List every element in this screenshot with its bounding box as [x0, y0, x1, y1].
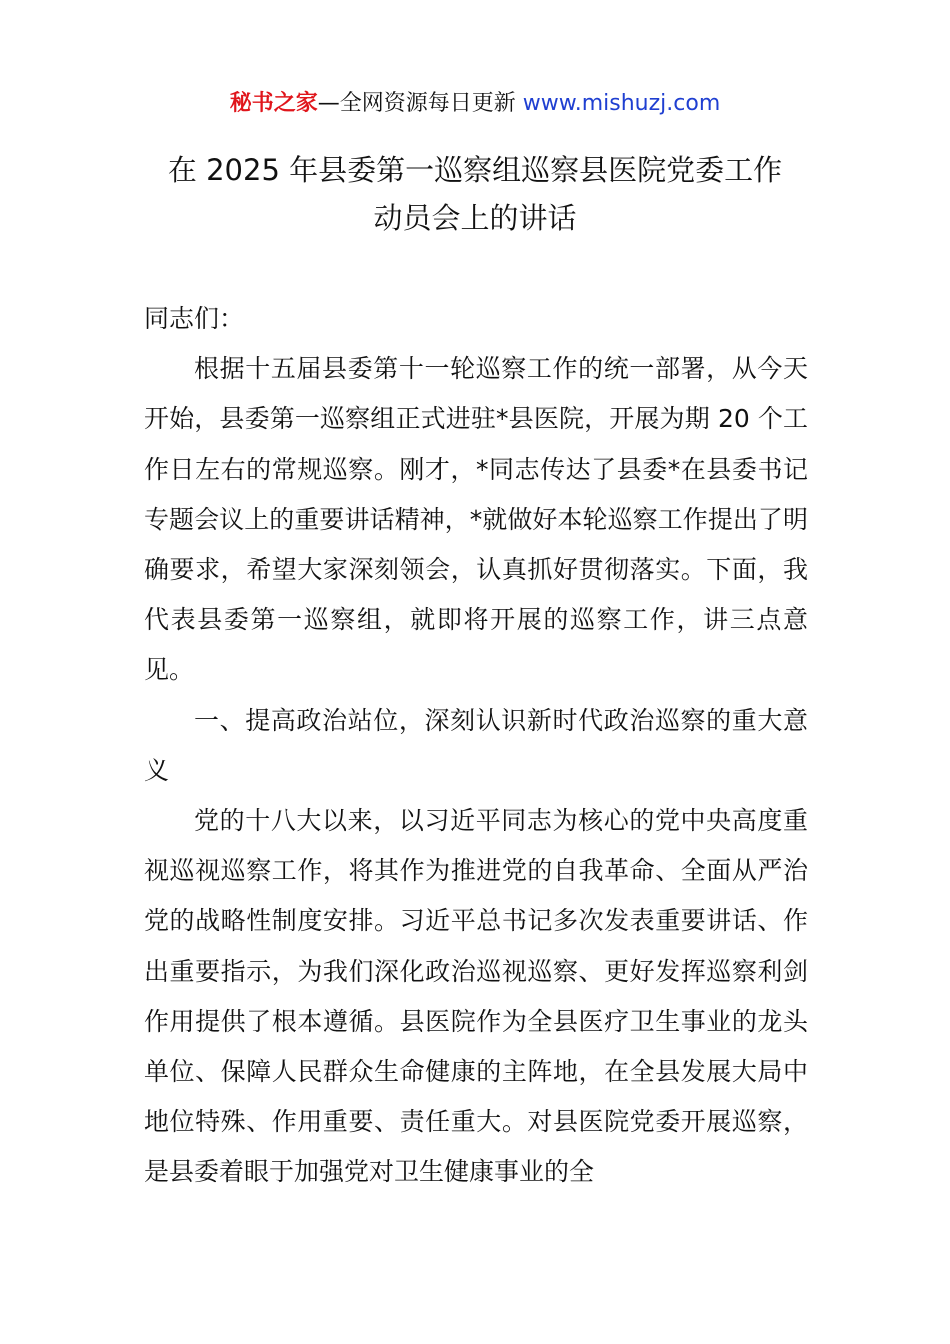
site-url-link[interactable]: www.mishuzj.com	[522, 91, 721, 116]
title-line-1: 在 2025 年县委第一巡察组巡察县医院党委工作	[167, 153, 783, 187]
section-paragraph-1: 党的十八大以来，以习近平同志为核心的党中央高度重视巡视巡察工作，将其作为推进党的自我革命、全面从严治党的战略性制度安排。习近平总书记多次发表重要讲话、作出重要指示，为我们深化政治巡视巡察、更好发挥巡察利剑作用提供了根本遵循。县医院作为全县医疗卫生事业的龙头单位、保障人民群众生命健康的主阵地，在全县发展大局中地位特殊、作用重要、责任重大。对县医院党委开展巡察，是县委着眼于加强党对卫生健康事业的全	[144, 806, 808, 1187]
section-heading-1: 一、提高政治站位，深刻认识新时代政治巡察的重大意义	[144, 705, 808, 785]
opening-paragraph: 根据十五届县委第十一轮巡察工作的统一部署，从今天开始，县委第一巡察组正式进驻*县医院，开展为期 20 个工作日左右的常规巡察。刚才，*同志传达了县委*在县委书记专题会议上的重要讲话精神，*就做好本轮巡察工作提出了明确要求，希望大家深刻领会，认真抓好贯彻落实。下面，我代表县委第一巡察组，就即将开展的巡察工作，讲三点意见。	[144, 354, 808, 685]
header-tagline: —全网资源每日更新	[317, 91, 523, 116]
document-title	[100, 146, 850, 242]
site-header	[0, 86, 950, 122]
salutation: 同志们：	[144, 304, 245, 333]
document-body	[144, 294, 808, 1198]
brand-name: 秘书之家	[229, 91, 318, 116]
title-line-2: 动员会上的讲话	[373, 201, 577, 235]
